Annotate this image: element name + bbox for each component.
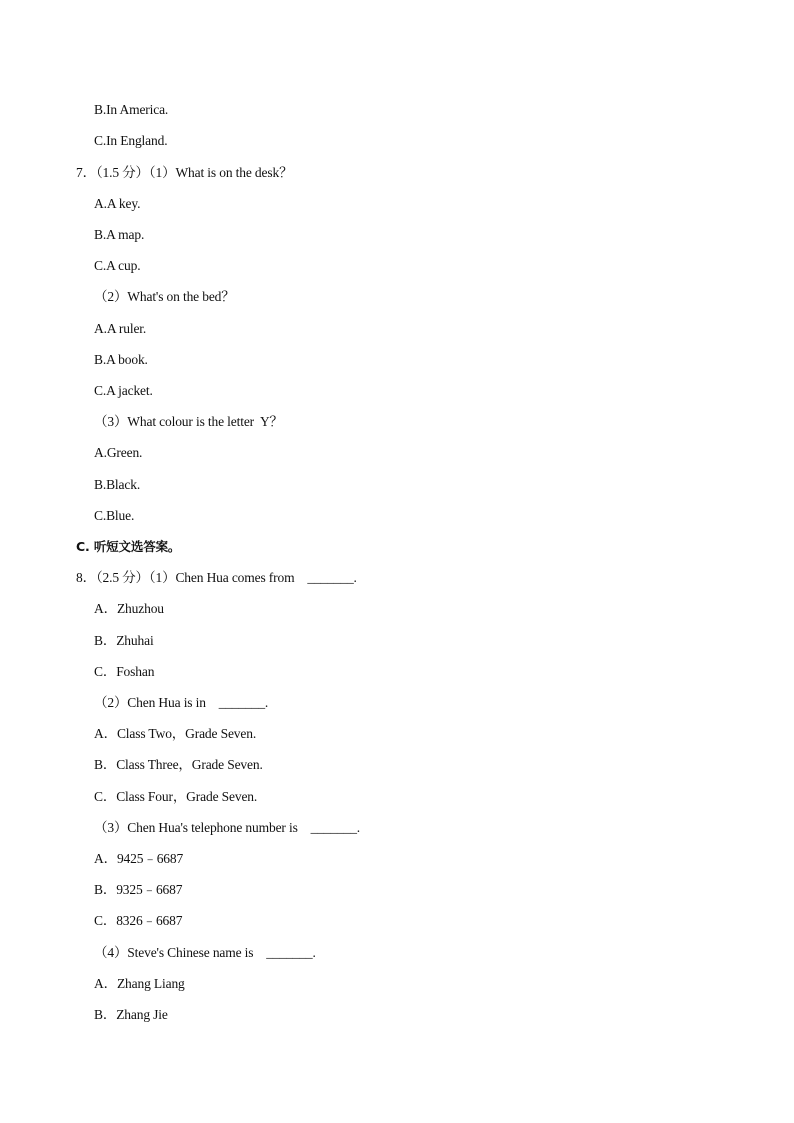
- q7-2-question: （2）What's on the bed？: [94, 289, 235, 304]
- q6-option-c: C.In England.: [94, 133, 168, 148]
- q8-4-option-a: A．Zhang Liang: [94, 976, 185, 991]
- q7-3-option-a: A.Green.: [94, 445, 143, 460]
- q8-2-option-c: C．Class Four，Grade Seven.: [94, 789, 258, 804]
- q7-1-option-a: A.A key.: [94, 196, 141, 211]
- q8-1-option-c: C．Foshan: [94, 664, 155, 679]
- section-c-heading: C. 听短文选答案。: [76, 539, 181, 554]
- q7-2-option-b: B.A book.: [94, 352, 148, 367]
- q7-3-option-c: C.Blue.: [94, 508, 135, 523]
- q8-1-option-b: B．Zhuhai: [94, 633, 154, 648]
- q7-1-option-b: B.A map.: [94, 227, 145, 242]
- q7-1-option-c: C.A cup.: [94, 258, 141, 273]
- q8-3-option-c: C．8326﹣6687: [94, 913, 183, 928]
- q8-3-question: （3）Chen Hua's telephone number is _______.: [94, 820, 361, 835]
- q7-3-option-b: B.Black.: [94, 477, 141, 492]
- q7-question: 7．（1.5 分）（1）What is on the desk？: [76, 165, 293, 180]
- q6-option-b: B.In America.: [94, 102, 169, 117]
- q8-4-question: （4）Steve's Chinese name is _______.: [94, 945, 316, 960]
- q8-3-option-a: A．9425﹣6687: [94, 851, 184, 866]
- q8-2-option-b: B．Class Three，Grade Seven.: [94, 757, 263, 772]
- q7-2-option-c: C.A jacket.: [94, 383, 153, 398]
- q8-2-option-a: A．Class Two，Grade Seven.: [94, 726, 257, 741]
- q8-2-question: （2）Chen Hua is in _______.: [94, 695, 269, 710]
- q8-3-option-b: B．9325﹣6687: [94, 882, 183, 897]
- q8-question: 8．（2.5 分）（1）Chen Hua comes from _______.: [76, 570, 357, 585]
- q8-1-option-a: A．Zhuzhou: [94, 601, 164, 616]
- q7-2-option-a: A.A ruler.: [94, 321, 147, 336]
- q7-3-question: （3）What colour is the letter Y？: [94, 414, 283, 429]
- q8-4-option-b: B．Zhang Jie: [94, 1007, 168, 1022]
